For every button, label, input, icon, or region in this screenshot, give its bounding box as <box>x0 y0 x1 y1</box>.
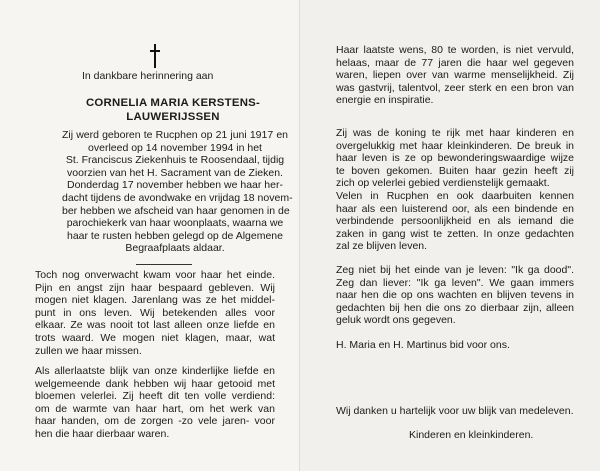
family-paragraph <box>336 127 574 253</box>
text-line: Zeg niet bij het einde van je leven: "Ik ga dood". <box>336 264 574 276</box>
text-line: Haar laatste wens, 80 te worden, is niet vervuld, <box>336 44 574 56</box>
text-line: helaas, maar de 77 jaren die haar wel gegeven <box>336 56 574 69</box>
tribute-paragraph <box>35 365 275 441</box>
text-line: waren, liepen over van warme menselijkheid. Zij <box>336 69 574 82</box>
text-line: Zij was de koning te rijk met haar kinderen en <box>336 127 574 139</box>
bio-line: dacht tijdens de avondwake en vrijdag 18 novem- <box>62 191 293 204</box>
text-line: welgemeende dank hebben wij haar getooid met <box>35 377 275 390</box>
text-line: was gastvrij, talentvol, zeer sterk en een bron van <box>336 81 574 94</box>
prayer-line: H. Maria en H. Martinus bid voor ons. <box>336 339 510 351</box>
text-line: te boven gekomen. Buiten haar gezin heeft zij <box>336 164 574 177</box>
quote-paragraph <box>336 264 574 327</box>
text-line: gedachten bij hen die ons zo dierbaar zijn, alleen <box>336 301 574 314</box>
text-line: zaken in gang wist te zetten. In onze gedachten <box>336 227 574 240</box>
text-line: zal ze blijven leven. <box>336 240 428 253</box>
bio-line: ber hebben we afscheid van haar genomen in de <box>62 204 290 217</box>
text-line: Velen in Rucphen en ook daarbuiten kennen <box>336 189 574 202</box>
text-line: hen die haar dierbaar waren. <box>35 427 170 440</box>
text-line: zullen we haar missen. <box>35 344 142 357</box>
text-line: elkaar. Ze was nooit tot last alleen onze liefde en <box>35 319 275 332</box>
text-line: haar leven is ze op bewonderingswaardige wijze <box>336 152 574 165</box>
intro-text: In dankbare herinnering aan <box>82 70 214 82</box>
divider <box>136 264 192 265</box>
deceased-name-line-2: LAUWERIJSSEN <box>126 111 220 123</box>
text-line: Pijn en angst zijn haar bespaard gebleven. Wij <box>35 281 275 294</box>
text-line: haar als een luisterend oor, als een bindende en <box>336 202 574 215</box>
thanks-line: Wij danken u hartelijk voor uw blijk van medeleven. <box>336 405 574 417</box>
text-line: zich op velerlei gebied verdienstelijk gemaakt. <box>336 177 550 190</box>
bio-line: parochiekerk van haar woonplaats, waarna we <box>66 217 284 230</box>
text-line: verbindende persoonlijkheid en als iemand die <box>336 215 574 228</box>
text-line: bloemen velerlei. Zij heeft dit ten volle verdiend: <box>35 390 275 403</box>
text-line: punt in ons leven. Wij betekenden alles voor <box>35 306 275 319</box>
deceased-name-line-1: CORNELIA MARIA KERSTENS- <box>85 97 261 109</box>
right-page <box>300 0 600 471</box>
bio-line: St. Franciscus Ziekenhuis te Roosendaal, tijdig <box>65 154 285 167</box>
text-line: overgelukkig met haar kleinkinderen. De breuk in <box>336 139 574 152</box>
bio-line: Zij werd geboren te Rucphen op 21 juni 1917 en <box>62 129 288 141</box>
bio-paragraph <box>62 129 293 255</box>
bio-line: Begraafplaats aldaar. <box>125 242 225 255</box>
bio-line: haar te rusten hebben gelegd op de Algemene <box>66 229 283 242</box>
bio-line: Donderdag 17 november hebben we haar her- <box>67 179 283 192</box>
text-line: Toch nog onverwacht kwam voor haar het einde. <box>35 269 275 281</box>
signature-line: Kinderen en kleinkinderen. <box>409 429 534 441</box>
text-line: trots waard. We mogen niet klagen, maar, wat <box>35 331 275 344</box>
text-line: haar handen, om de zorgen -zo vele jaren- voor <box>35 415 275 428</box>
text-line: Als allerlaatste blijk van onze kinderlijke liefde en <box>35 365 275 377</box>
last-wish-paragraph <box>336 44 574 107</box>
text-line: om de warmte van haar hart, om het werk van <box>35 402 275 415</box>
text-line: geluk wordt ons gegeven. <box>336 314 456 327</box>
farewell-paragraph <box>35 269 275 357</box>
text-line: Zeg dan liever: "Ik ga leven". We gaan immers <box>336 276 574 289</box>
cross-icon <box>150 44 160 68</box>
text-line: energie en inspiratie. <box>336 94 434 107</box>
bio-line: overleed op 14 november 1994 in het <box>88 141 262 154</box>
text-line: mogen niet klagen. Jarenlang was ze het middel- <box>35 294 275 307</box>
text-line: naar hen die op ons wachten en blijven tevens in <box>336 289 574 302</box>
bio-line: voorzien van het H. Sacrament van de Zieken. <box>67 166 283 179</box>
